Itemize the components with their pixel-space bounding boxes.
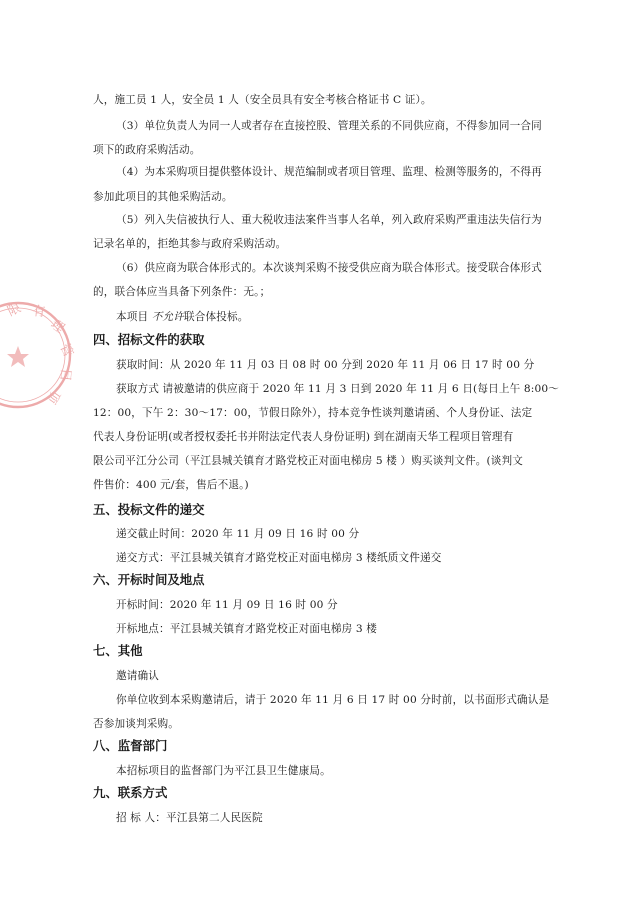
text-line: 件售价：400 元/套，售后不退。): [93, 479, 249, 491]
section-heading-7: 七、其他: [93, 643, 143, 658]
section-heading-9: 九、联系方式: [93, 785, 168, 800]
svg-text:公: [0, 311, 1, 331]
section-heading-4: 四、招标文件的获取: [93, 332, 205, 347]
text-line: 人，施工员 1 人，安全员 1 人（安全员具有安全考核合格证书 C 证）。: [93, 94, 432, 106]
text-segment: 联合体投标。: [183, 311, 249, 323]
text-line: 参加此项目的其他采购活动。: [93, 191, 233, 203]
text-line: 12：00，下午 2：30～17：00，节假日除外），持本竞争性谈判邀请函、个人身份证、法定: [93, 407, 533, 419]
text-line: 代表人身份证明(或者授权委托书并附法定代表人身份证明) 到在湖南天华工程项目管理有: [93, 431, 514, 443]
svg-text:限: 限: [5, 300, 24, 320]
text-line: 邀请确认: [116, 670, 159, 682]
svg-text:有: 有: [31, 304, 46, 321]
svg-text:目: 目: [56, 367, 73, 382]
text-line: （5）列入失信被执行人、重大税收违法案件当事人名单，列入政府采购严重违法失信行为: [116, 214, 542, 226]
text-line: 本招标项目的监督部门为平江县卫生健康局。: [116, 765, 331, 777]
text-line: （6）供应商为联合体形式的。本次谈判采购不接受供应商为联合体形式。接受联合体形式: [116, 262, 542, 274]
text-line: 你单位收到本采购邀请后，请于 2020 年 11 月 6 日 17 时 00 分时前，以书面形式确认是: [116, 694, 550, 706]
text-line: 否参加谈判采购。: [93, 718, 179, 730]
text-line: 递交方式：平江县城关镇育才路党校正对面电梯房 3 楼纸质文件递交: [116, 552, 442, 564]
svg-text:理: 理: [47, 316, 67, 337]
text-line: 记录名单的，拒绝其参与政府采购活动。: [93, 238, 287, 250]
svg-text:管: 管: [56, 341, 76, 360]
section-heading-8: 八、监督部门: [93, 738, 168, 753]
text-line: 的，联合体应当具备下列条件：无。；: [93, 286, 271, 298]
text-line: （4）为本采购项目提供整体设计、规范编制或者项目管理、监理、检测等服务的，不得再: [116, 166, 542, 178]
svg-text:项: 项: [43, 386, 64, 406]
text-emphasis: 不允许: [151, 311, 184, 323]
text-segment: 本项目: [116, 311, 152, 323]
company-seal-stamp: [0, 288, 76, 423]
text-line-contact: 招 标 人：平江县第二人民医院: [116, 812, 263, 824]
text-line: 限公司平江分公司（平江县城关镇育才路党校正对面电梯房 5 楼 ）购买谈判文件。(谈判文: [93, 455, 523, 467]
text-line: 获取时间：从 2020 年 11 月 03 日 08 时 00 分到 2020 年 11 月 06 日 17 时 00 分: [116, 359, 535, 371]
text-line: 获取方式 请被邀请的供应商于 2020 年 11 月 3 日到 2020 年 11 月 6 日(每日上午 8:00～: [116, 383, 559, 395]
text-line: 开标时间：2020 年 11 月 09 日 16 时 00 分: [116, 599, 338, 611]
section-heading-5: 五、投标文件的递交: [93, 502, 205, 517]
text-line: 递交截止时间：2020 年 11 月 09 日 16 时 00 分: [116, 528, 360, 540]
text-line-joint-bid: [116, 310, 248, 324]
section-heading-6: 六、开标时间及地点: [93, 572, 205, 587]
text-line: 项下的政府采购活动。: [93, 144, 201, 156]
text-line: 开标地点：平江县城关镇育才路党校正对面电梯房 3 楼: [116, 623, 378, 635]
text-line: （3）单位负责人为同一人或者存在直接控股、管理关系的不同供应商，不得参加同一合同: [116, 120, 542, 132]
